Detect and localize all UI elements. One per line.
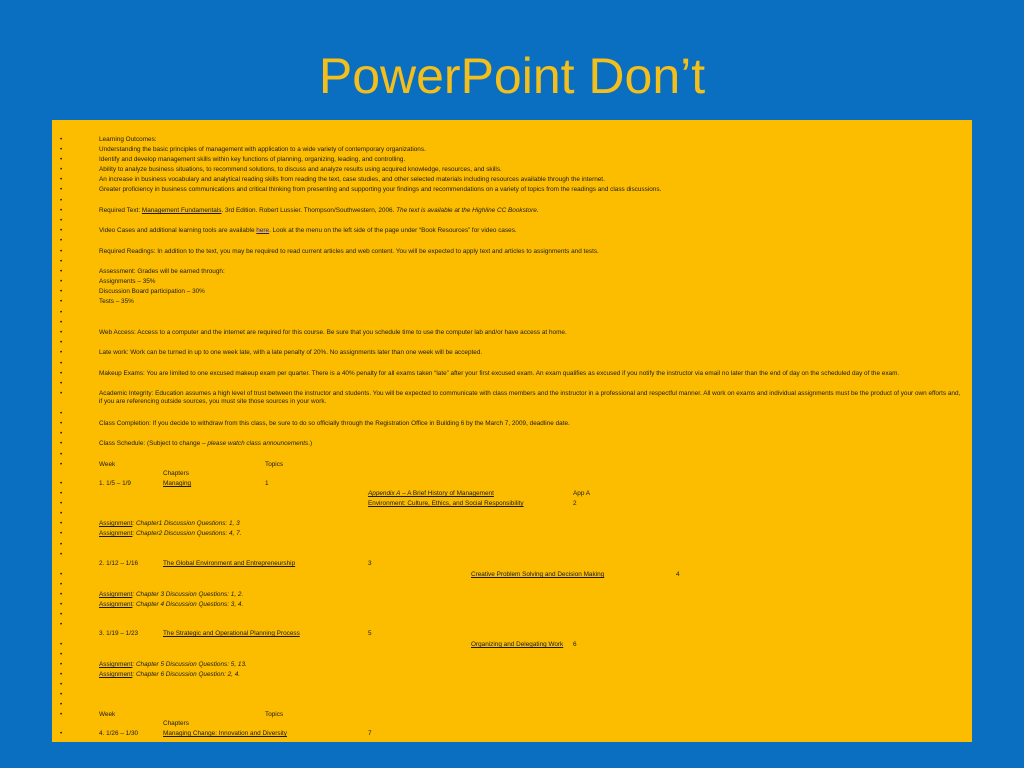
slide-title: PowerPoint Don’t	[318, 48, 706, 104]
academic-integrity: • Academic Integrity: Education assumes a high level of trust between the instructor and students. You will be expected to communicate with class members and the instructor in a professional and respectful manner. All work on exams and individual assignments must be the product of your own efforts and, if you are referencing outside sources, you must site those sources in your work.	[60, 390, 961, 405]
here-link[interactable]: here	[256, 227, 270, 234]
bullet: •	[60, 136, 63, 143]
content-box: • Learning Outcomes: • Understanding the basic principles of management with application to a wide variety of contemporary organizations. • Identify and develop management skills within key functions of planning, organizing, leading, and controlling. • Ability to analyze business situations, to recommend solutions, to discuss and analyze results using acquired knowledge, resources, and skills. • An increase in business vocabulary and analytical reading skills from reading the text, case studies, and other selected materials including resources available through the internet. • Greater proficiency in business communications and critical thinking from presenting and supporting your findings and recommendations on a variety of topics from the readings and class discussions. • • Required Text: Management Fundamentals. 3rd Edition. Robert Lussier. Thompson/Southwestern, 2006. The text is available at the Highline CC Bookstore. • • Video Cases and additional learning tools are available here. Look at the menu on the left side of the page under “Book Resources” for video cases. • • Required Readings: In addition to the text, you may be required to read current articles and web content. You will be expected to apply text and articles to assignments and tests. • • Assessment: Grades will be earned through: • Assignments – 35% • Discussion Board participation – 30% • Tests – 35% • • • Web Access: Access to a computer and the internet are required for this course. Be sure that you schedule time to use the computer lab and/or have access at home. • • Late work: Work can be turned in up to one week late, with a late penalty of 20%. No assignments later than one week will be accepted. • • Makeup Exams: You are limited to one excused makeup exam per quarter. There is a 40% penalty for all exams taken “late” after your first excused exam. An exam qualifies as excused if you notify the instructor via email no later than the end of day on the scheduled day of the exam. • • Academic Integrity: Education assumes a high level of trust between the instructor and students. You will be expected to communicate with class members and the instructor in a professional and respectful manner. All work on exams and individual assignments must be the product of your own efforts and, if you are referencing outside sources, you must site those sources in your work. • • Class Completion: If you decide to withdraw from this class, be sure to do so officially through the Registration Office in Building 6 by the March 7, 2009, deadline date. • • Class Schedule: (Subject to change – please watch class announcements.) • • Week Topics Chapters • 1. 1/5 – 1/9 Managing 1 • Appendix A – A Brief History of Management App A • Environment: Culture, Ethics, and Social Responsibility 2 • • Assignment: Chapter1 Discussion Questions: 1, 3 • Assignment: Chapter2 Discussion Questions: 4, 7. • • 2. 1/12 – 1/16 The Global Environment and Entrepreneurship 3 • Creative Problem Solving and Decision Making 4 • • Assignment: Chapter 3 Discussion Questions: 1, 2. • Assignment: Chapter 4 Discussion Questions: 3, 4. • • 3. 1/19 – 1/23 The Strategic and Operational Planning Process 5 • Organizing and Delegating Work 6 • • Assignment: Chapter 5 Discussion Questions: 5, 13. • Assignment: Chapter 6 Discussion Question: 2, 4. • • • • Week Topics Chapters • 4. 1/26 – 1/30 Managing Change: Innovation and Diversity 7	[52, 120, 972, 742]
